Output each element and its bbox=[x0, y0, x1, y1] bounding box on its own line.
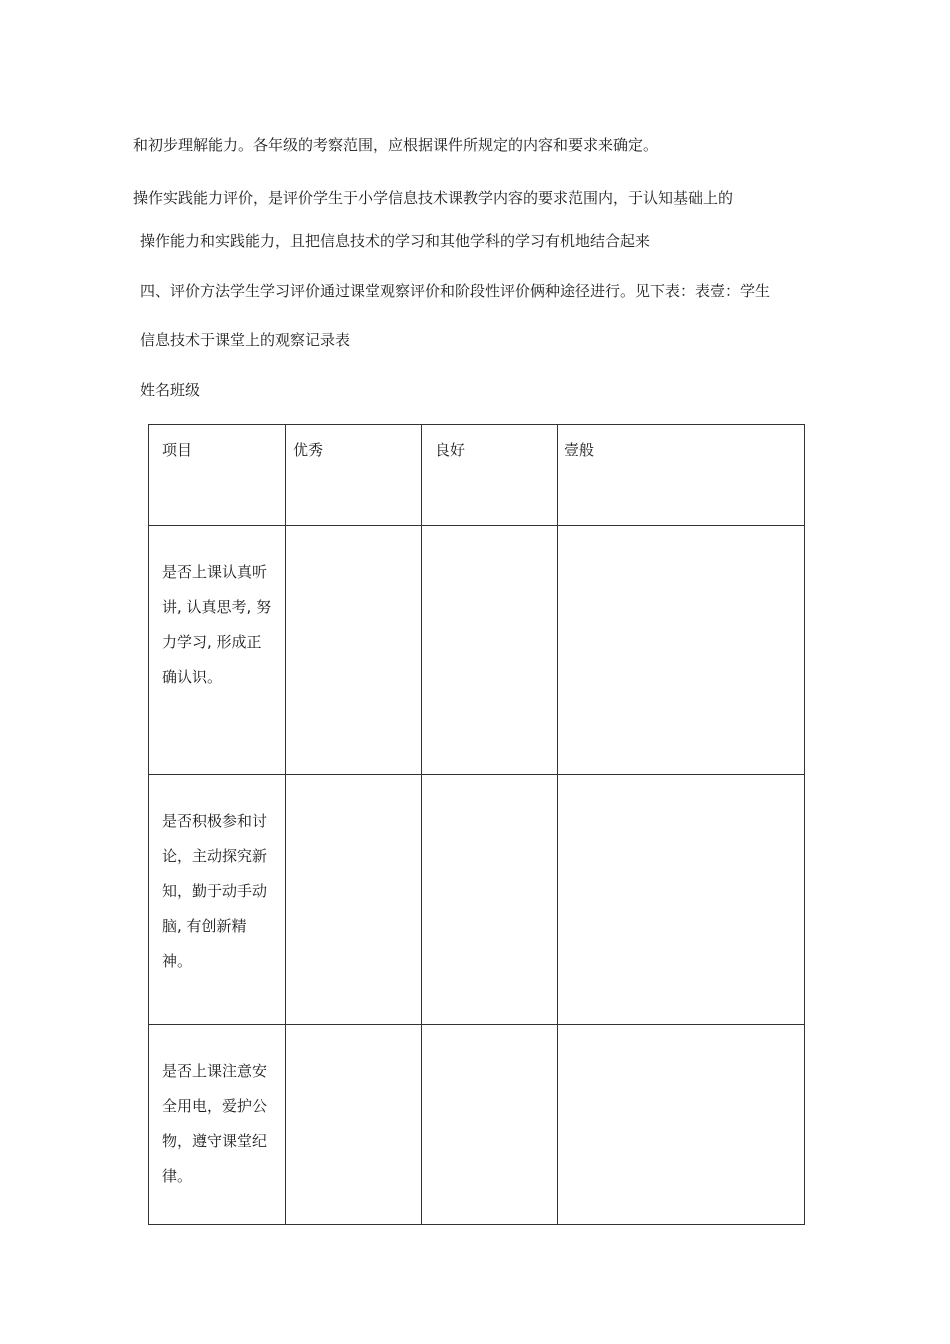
item-text bbox=[149, 526, 285, 702]
paragraph-line-3: 操作能力和实践能力，且把信息技术的学习和其他学科的学习有机地结合起来 bbox=[140, 232, 651, 250]
header-cell-good bbox=[422, 425, 558, 526]
table-caption: 信息技术于课堂上的观察记录表 bbox=[140, 331, 351, 349]
item-line: 是否积极参和讨 bbox=[162, 812, 268, 830]
item-line: 是否上课注意安 bbox=[162, 1062, 268, 1080]
item-line: 论，主动探究新 bbox=[162, 847, 268, 865]
item-text bbox=[149, 775, 285, 986]
header-item-label: 项目 bbox=[162, 441, 193, 459]
name-class-label: 姓名班级 bbox=[140, 381, 201, 399]
header-cell-excellent bbox=[286, 425, 422, 526]
item-line: 知，勤于动手动 bbox=[162, 882, 268, 900]
paragraph-line-1: 和初步理解能力。各年级的考察范围，应根据课件所规定的内容和要求来确定。 bbox=[133, 136, 659, 154]
item-line: 是否上课认真听 bbox=[162, 563, 268, 581]
item-cell bbox=[149, 775, 286, 1025]
paragraph-line-2: 操作实践能力评价，是评价学生于小学信息技术课教学内容的要求范围内，于认知基础上的 bbox=[133, 189, 734, 207]
table-header-row bbox=[149, 425, 805, 526]
rating-cell-good bbox=[422, 526, 558, 775]
rating-cell-average bbox=[558, 1025, 805, 1225]
rating-cell-average bbox=[558, 775, 805, 1025]
item-line: 讲, 认真思考, 努 bbox=[162, 598, 272, 616]
item-line: 物，遵守课堂纪 bbox=[162, 1132, 268, 1150]
rating-cell-excellent bbox=[286, 775, 422, 1025]
rating-cell-good bbox=[422, 775, 558, 1025]
header-excellent-label: 优秀 bbox=[293, 441, 324, 459]
header-good-label: 良好 bbox=[435, 441, 466, 459]
rating-cell-excellent bbox=[286, 526, 422, 775]
item-line: 全用电，爱护公 bbox=[162, 1097, 268, 1115]
item-text bbox=[149, 1025, 285, 1201]
item-line: 确认识。 bbox=[162, 668, 223, 686]
item-line: 脑, 有创新精 bbox=[162, 917, 247, 935]
header-cell-item bbox=[149, 425, 286, 526]
header-average-label: 壹般 bbox=[564, 441, 595, 459]
section-heading-evaluation-method: 四、评价方法学生学习评价通过课堂观察评价和阶段性评价俩种途径进行。见下表：表壹：学生 bbox=[140, 282, 771, 300]
header-cell-average bbox=[558, 425, 805, 526]
item-cell bbox=[149, 526, 286, 775]
item-line: 力学习, 形成正 bbox=[162, 633, 262, 651]
item-cell bbox=[149, 1025, 286, 1225]
table-row bbox=[149, 775, 805, 1025]
observation-record-table bbox=[148, 424, 805, 1225]
table-row bbox=[149, 526, 805, 775]
table-row bbox=[149, 1025, 805, 1225]
rating-cell-excellent bbox=[286, 1025, 422, 1225]
item-line: 律。 bbox=[162, 1167, 193, 1185]
rating-cell-average bbox=[558, 526, 805, 775]
item-line: 神。 bbox=[162, 952, 193, 970]
rating-cell-good bbox=[422, 1025, 558, 1225]
